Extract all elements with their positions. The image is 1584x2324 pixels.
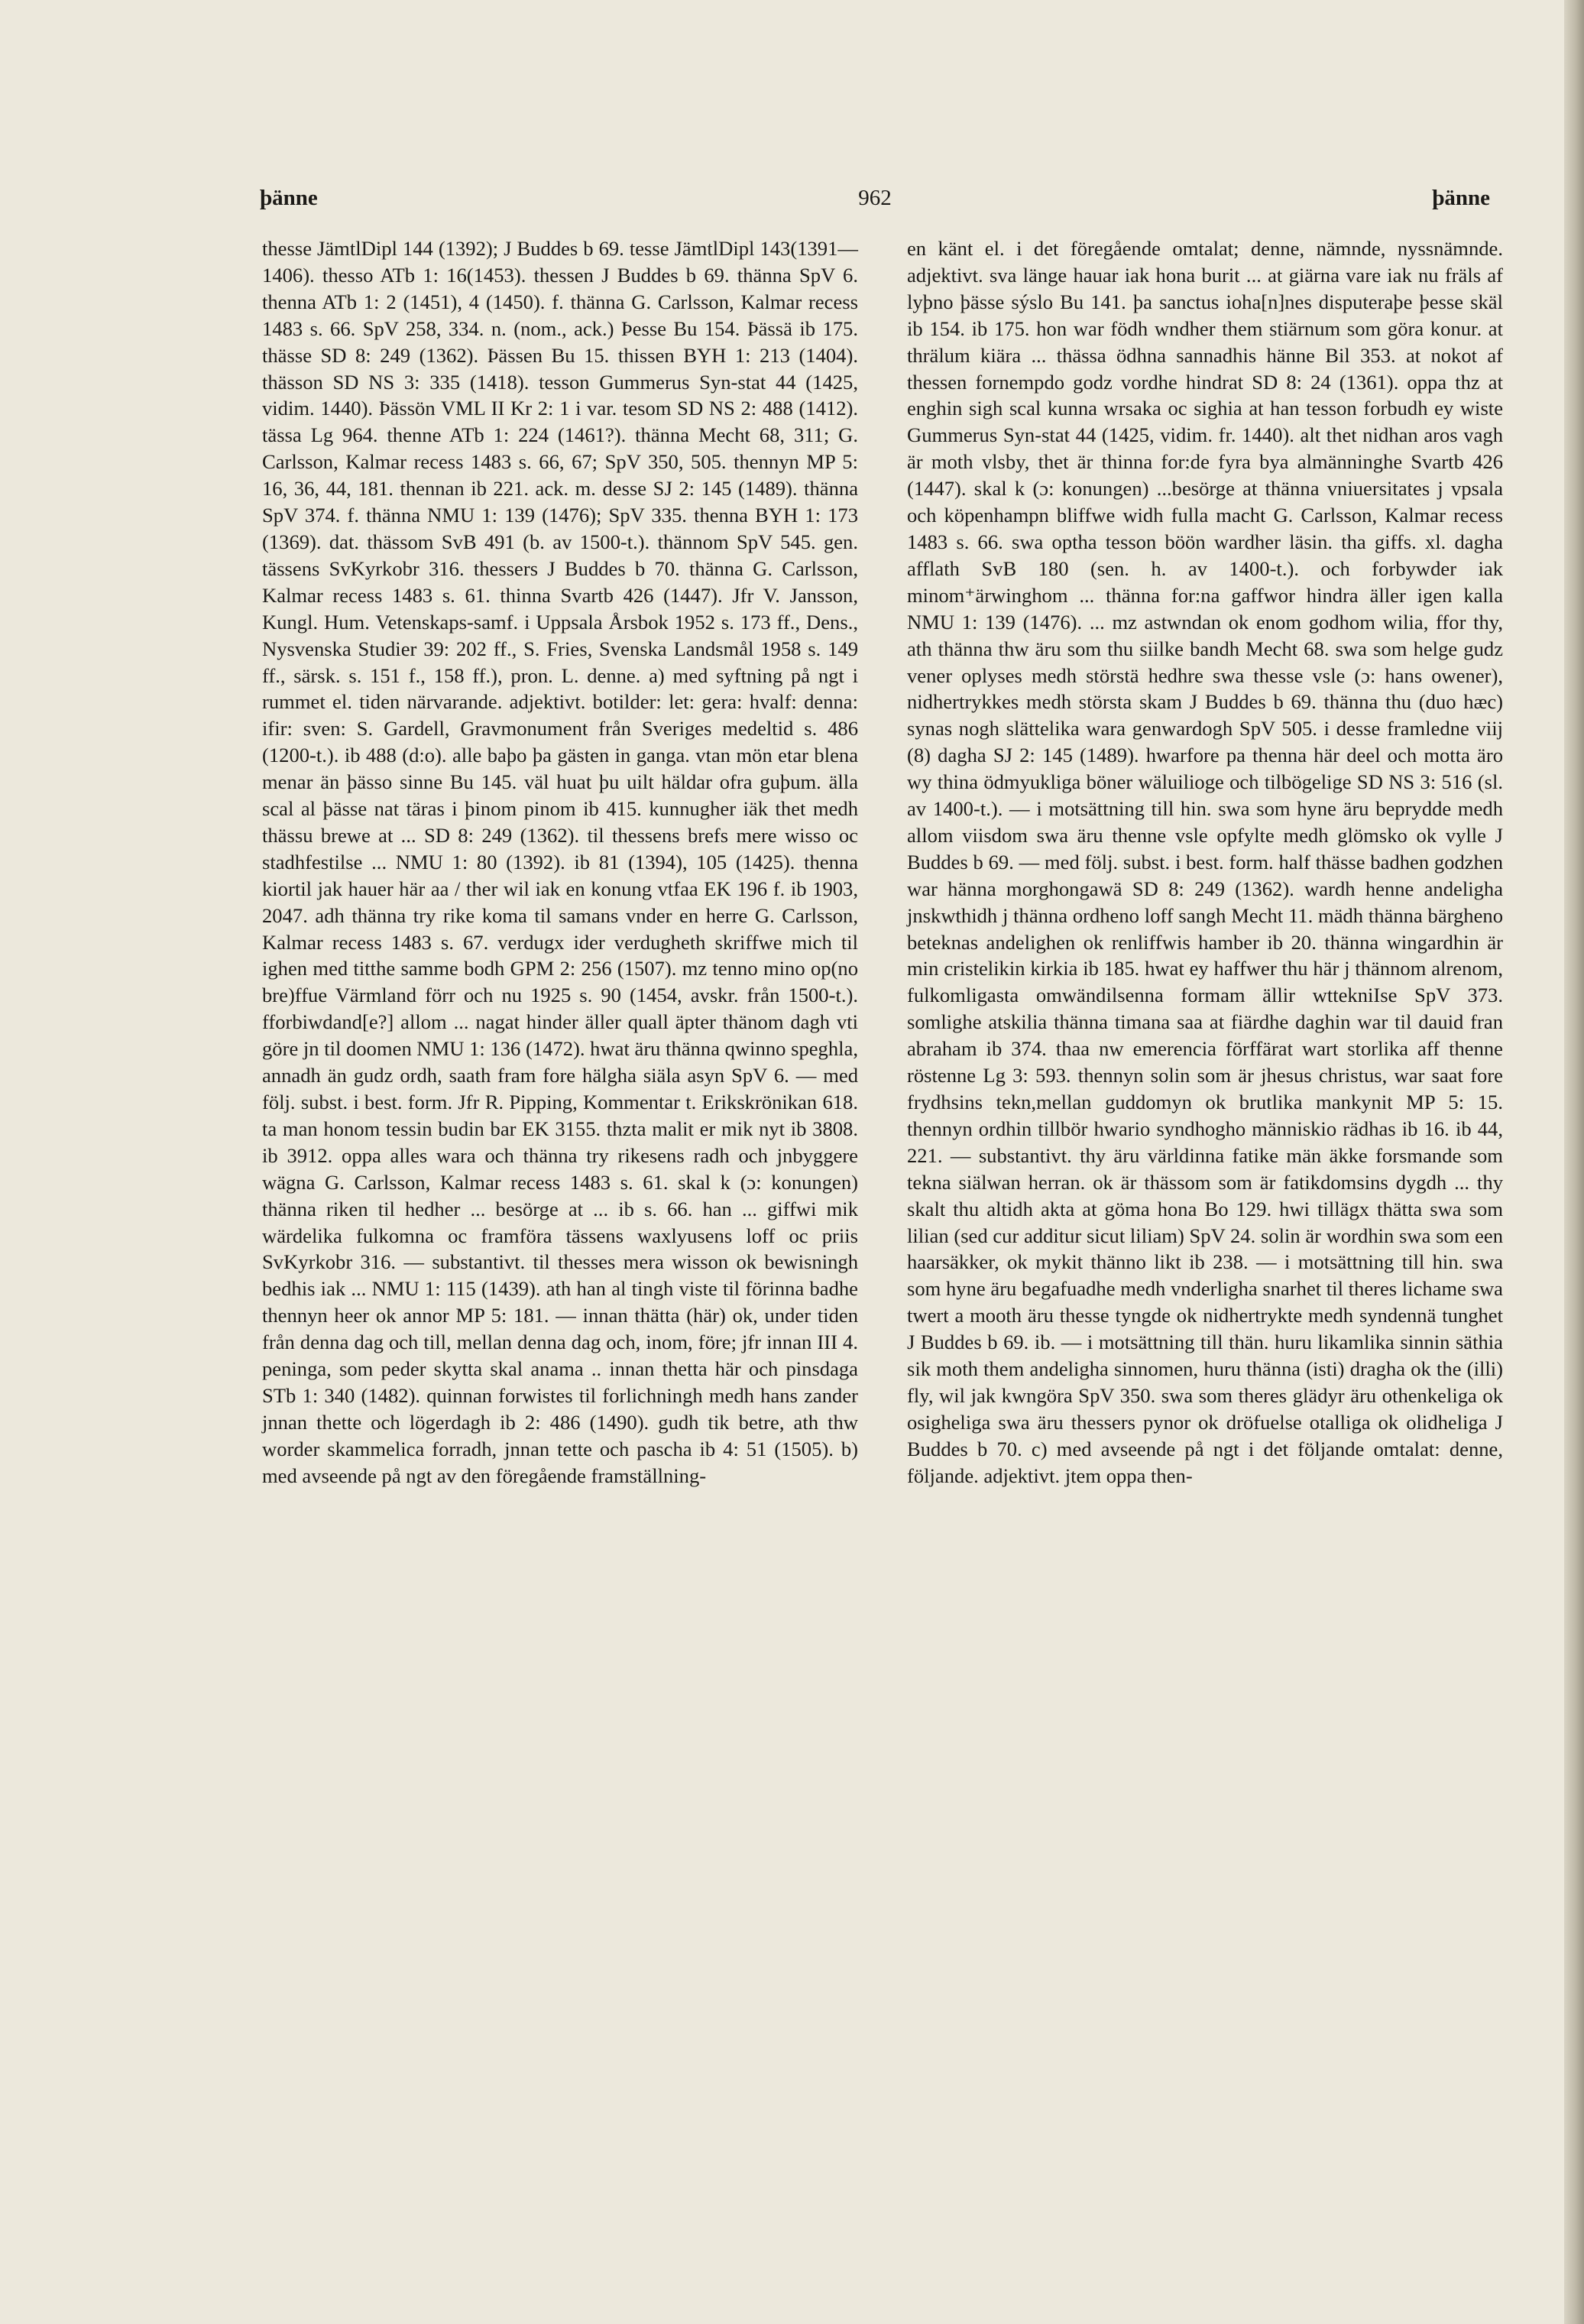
page-edge-shadow xyxy=(1564,0,1584,2324)
left-column xyxy=(262,235,858,1489)
header-headword-left: þänne xyxy=(260,186,318,210)
page-number: 962 xyxy=(858,186,892,210)
right-column-text: en känt el. i det föregående omtalat; denne, nämnde, nyssnämnde. adjektivt. sva länge hauar iak hona burit ... at giärna vare iak nu fräls af lyþno þässe sýslo Bu 141. þa sanctus ioha[n]nes disputeraþe þesse skäl ib 154. ib 175. hon war födh wndher them stiärnum som göra konur. at thrälum kiära ... thässa ödhna sannadhis hänne Bil 353. at nokot af thessen fornempdo godz vordhe hindrat SD 8: 24 (1361). oppa thz at enghin sigh scal kunna wrsaka oc sighia at han tesson forbudh ey wiste Gummerus Syn-stat 44 (1425, vidim. fr. 1440). alt thet nidhan aros vagh är moth vlsby, thet är thinna for:de fyra bya almänninghe Svartb 426 (1447). skal k (ɔ: konungen) ...besörge at thänna vniuersitates j vpsala och köpenhampn bliffwe widh fulla macht G. Carlsson, Kalmar recess 1483 s. 66. swa optha tesson böön wardher läsin. tha giffs. xl. dagha afflath SvB 180 (sen. h. av 1400-t.). och forbywder iak minom⁺ärwinghom ... thänna for:na gaffwor hindra äller igen kalla NMU 1: 139 (1476). ... mz astwndan ok enom godhom wilia, ffor thy, ath thänna thw äru som thu siilke bandh Mecht 68. swa som helge gudz vener oplyses medh störstä hedhre swa thesse vsle (ɔ: hans owener), nidhertrykkes medh största skam J Buddes b 69. thänna thu (duo hæc) synas nogh slättelika wara genwardogh SpV 505. i desse framledne viij (8) dagha SJ 2: 145 (1489). hwarfore pa thenna här deel och motta äro wy thina ödmyukliga böner wäluilioge och tilbögelige SD NS 3: 516 (sl. av 1400-t.). — i motsättning till hin. swa som hyne äru bepryddе medh allom viisdom swa äru thenne vsle opfylte medh glömsko ok vylle J Buddes b 69. — med följ. subst. i best. form. half thässe badhen godzhen war hänna morghongawä SD 8: 249 (1362). wardh henne andeligha jnskwthidh j thänna ordheno loff sangh Mecht 11. mädh thänna bärgheno beteknas andelighen ok renliffwis hamber ib 20. thänna wingardhin är min cristelikin kirkia ib 185. hwat ey haffwer thu här j thännom alrenom, fulkomligasta omwändilsenna formam ällir wttekniIse SpV 373. somlighe atskilia thänna timana saa at fiärdhe daghin war til dauid fran abraham ib 374. thaa nw emerencia förffärat wart storlika aff thenne röstenne Lg 3: 593. thennyn solin som är jhesus christus, war saat fore frydhsins tekn,mellan guddomyn ok brutlika mankynit MP 5: 15. thennyn ordhin tillbör hwario syndhogho människio rädhas ib 16. ib 44, 221. — substantivt. thy äru världinna fatike män äkke forsmande som tekna siälwan herran. ok är thässom som är fatikdomsins dygdh ... thy skalt thu altidh akta at göma hona Bo 129. hwi tillägx thätta swa som lilian (sed cur additur sicut liliam) SpV 24. solin är wordhin swa som een haarsäkker, ok mykit thänno likt ib 238. — i motsättning till hin. swa som hyne äru begafuadhe medh vnderligha snarhet til theres lichame swa twert a mooth äru thesse tyngde ok nidhertrykte medh syndennä tunghet J Buddes b 69. ib. — i motsättning till thän. huru likamlika sinnin säthia sik moth them andeligha sinnomen, huru thänna (isti) dragha ok the (illi) fly, wil jak kwngöra SpV 350. swa som theres glädyr äru othenkeliga ok osigheliga swa äru thessers pynor ok dröfuelse otalliga ok olidheliga J Buddes b 70. c) med avseende på ngt i det följande omtalat: denne, följande. adjektivt. jtem oppa then- xyxy=(907,237,1503,1487)
header-headword-right: þänne xyxy=(1432,186,1490,210)
right-column xyxy=(907,235,1503,1489)
running-header xyxy=(260,186,1490,216)
left-column-text: thesse JämtlDipl 144 (1392); J Buddes b 69. tesse JämtlDipl 143(1391—1406). thesso ATb 1: 16(1453). thessen J Buddes b 69. thänna SpV 6. thenna ATb 1: 2 (1451), 4 (1450). f. thänna G. Carlsson, Kalmar recess 1483 s. 66. SpV 258, 334. n. (nom., ack.) Þesse Bu 154. Þässä ib 175. thässe SD 8: 249 (1362). Þässen Bu 15. thissen BYH 1: 213 (1404). thässon SD NS 3: 335 (1418). tesson Gummerus Syn-stat 44 (1425, vidim. 1440). Þässön VML II Kr 2: 1 i var. tesom SD NS 2: 488 (1412). tässa Lg 964. thenne ATb 1: 224 (1461?). thänna Mecht 68, 311; G. Carlsson, Kalmar recess 1483 s. 66, 67; SpV 350, 505. thennyn MP 5: 16, 36, 44, 181. thennan ib 221. ack. m. desse SJ 2: 145 (1489). thänna SpV 374. f. thänna NMU 1: 139 (1476); SpV 335. thenna BYH 1: 173 (1369). dat. thässom SvB 491 (b. av 1500-t.). thännom SpV 545. gen. tässens SvKyrkobr 316. thessers J Buddes b 70. thänna G. Carlsson, Kalmar recess 1483 s. 61. thinna Svartb 426 (1447). Jfr V. Jansson, Kungl. Hum. Vetenskaps-samf. i Uppsala Årsbok 1952 s. 173 ff., Dens., Nysvenska Studier 39: 202 ff., S. Fries, Svenska Landsmål 1958 s. 149 ff., särsk. s. 151 f., 158 ff.), pron. L. denne. a) med syftning på ngt i rummet el. tiden närvarande. adjektivt. botilder: let: gera: hvalf: denna: ifir: sven: S. Gardell, Gravmonument från Sveriges medeltid s. 486 (1200-t.). ib 488 (d:o). alle baþo þa gästen in ganga. vtan mön etar blena menar än þässo sinne Bu 145. väl huat þu uilt häldar ofra guþum. älla scal al þässe nat täras i þinom pinom ib 415. kunnugher iäk thet medh thässu brewe at ... SD 8: 249 (1362). til thessens brefs mere wisso oc stadhfestilse ... NMU 1: 80 (1392). ib 81 (1394), 105 (1425). thenna kiortil jak hauer här aa / ther wil iak en konung vtfaa EK 196 f. ib 1903, 2047. adh thänna try rike koma til samans vnder en herre G. Carlsson, Kalmar recess 1483 s. 67. verdugx ider verdugheth skriffwe mich til ighen med titthe samme bodh GPM 2: 256 (1507). mz tenno mino op(no bre)ffue Värmland förr och nu 1925 s. 90 (1454, avskr. från 1500-t.). fforbiwdand[e?] allom ... nagat hinder äller quall äpter thänom dagh vti göre jn til doomen NMU 1: 136 (1472). hwat äru thänna qwinno speghla, annadh än gudz ordh, saath fram fore hälgha siäla asyn SpV 6. — med följ. subst. i best. form. Jfr R. Pipping, Kommentar t. Erikskrönikan 618. ta man honom tessin budin bar EK 3155. thzta malit er mik nyt ib 3808. ib 3912. oppa alles wara och thänna try rikesens radh och jnbyggere wägna G. Carlsson, Kalmar recess 1483 s. 61. skal k (ɔ: konungen) thänna riken til hedher ... besörge at ... ib s. 66. han ... giffwi mik wärdelika fulkomna oc framföra tässens waxlyusens loff oc priis SvKyrkobr 316. — substantivt. til thesses mera wisson ok bewisningh bedhis iak ... NMU 1: 115 (1439). ath han al tingh viste til förinna badhe thennyn heer ok annor MP 5: 181. — innan thätta (här) ok, under tiden från denna dag och till, mellan denna dag och, inom, före; jfr innan III 4. peninga, som peder skytta skal anama .. innan thetta här och pinsdaga STb 1: 340 (1482). quinnan forwistes til forlichningh medh hans zander jnnan thette och lögerdagh ib 2: 486 (1490). gudh tik betre, ath thw worder skammelica forradh, jnnan tette och pascha ib 4: 51 (1505). b) med avseende på ngt av den föregående framställning- xyxy=(262,237,858,1487)
